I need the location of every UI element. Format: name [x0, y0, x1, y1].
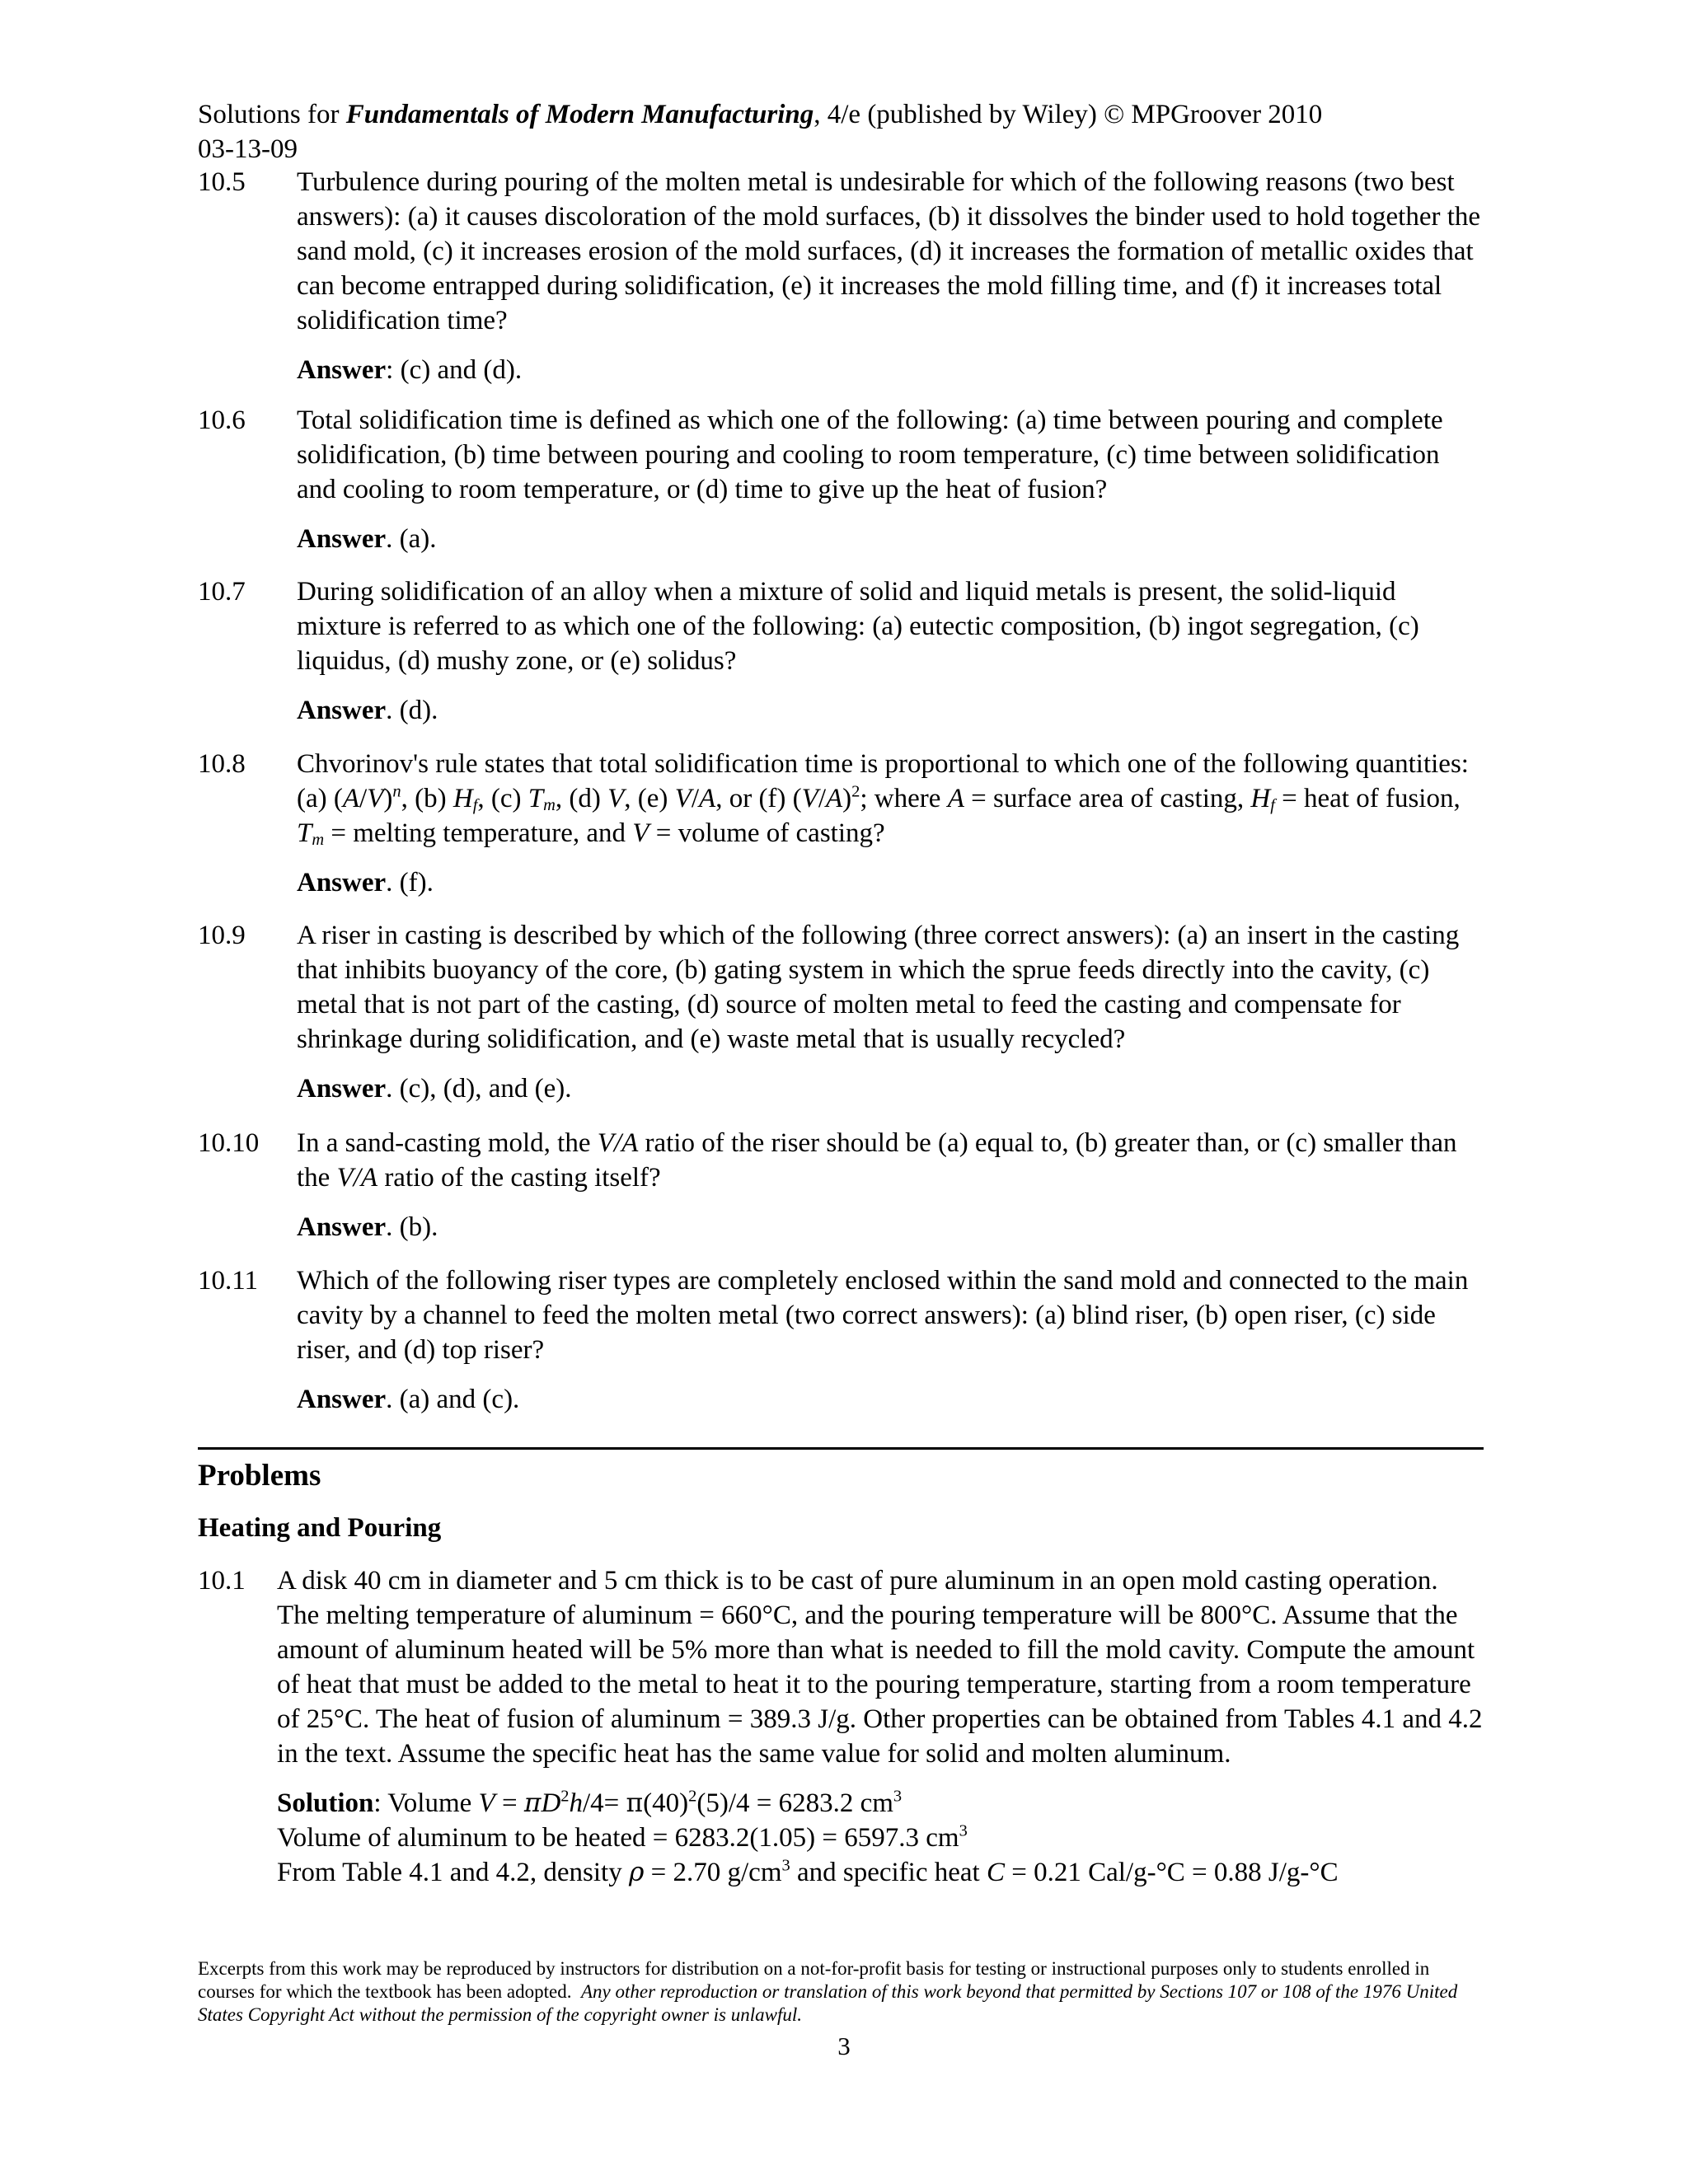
- answer-label: Answer: [297, 868, 387, 898]
- answer-label: Answer: [297, 355, 387, 385]
- question-10-9: [198, 918, 1484, 1106]
- solution-label: Solution: [277, 1788, 374, 1818]
- question-text: A riser in casting is described by which of the following (three correct answers): (a) an insert in the casting that inhibits buoyancy of the core, (b) gating system in which the sprue feeds directly into the cavity, (c) metal that is not part of the casting, (d) source of molten metal to feed the casting and compensate for shrinkage during solidification, and (e) waste metal that is usually recycled?: [297, 921, 1460, 1054]
- footer-text: Excerpts from this work may be reproduced by instructors for distribution on a not-for-profit basis for testing or instructional purposes only to students enrolled in courses for which the textbook has been adopted.: [198, 1958, 1430, 2002]
- answer-label: Answer: [297, 1074, 387, 1104]
- solution: [277, 1786, 1484, 1890]
- problem-text: A disk 40 cm in diameter and 5 cm thick is to be cast of pure aluminum in an open mold casting operation. The melting temperature of aluminum = 660°C, and the pouring temperature will be 800°C. Assume that the amount of aluminum heated will be 5% more than what is needed to fill the mold cavity. Compute the amount of heat that must be added to the metal to heat it to the pouring temperature, starting from a room temperature of 25°C. The heat of fusion of aluminum = 389.3 J/g. Other properties can be obtained from Tables 4.1 and 4.2 in the text. Assume the specific heat has the same value for solid and molten aluminum.: [277, 1566, 1483, 1769]
- copyright-footer: [198, 1957, 1484, 2027]
- answer-label: Answer: [297, 1385, 387, 1414]
- answer: [297, 693, 1484, 728]
- question-10-8: [198, 747, 1484, 900]
- answer-text: : (c) and (d).: [386, 355, 523, 385]
- answer-text: . (a) and (c).: [386, 1385, 520, 1414]
- question-number: 10.6: [198, 405, 246, 435]
- answer-label: Answer: [297, 696, 387, 725]
- answer-text: . (c), (d), and (e).: [386, 1074, 572, 1104]
- header-suffix: , 4/e (published by Wiley) © MPGroover 2010: [814, 100, 1323, 129]
- question-number: 10.8: [198, 749, 246, 779]
- footer-italic-text: Any other reproduction or translation of this work beyond that permitted by Sections 107 or 108 of the 1976 United States Copyright Act without the permission of the copyright owner is unlawful.: [198, 1981, 1458, 2025]
- question-text: Total solidification time is defined as which one of the following: (a) time between pouring and complete solidification, (b) time between pouring and cooling to room temperature, (c) time between solidification and cooling to room temperature, or (d) time to give up the heat of fusion?: [297, 405, 1443, 504]
- answer: [297, 865, 1484, 900]
- problem-10-1: [198, 1563, 1484, 1890]
- question-10-10: [198, 1126, 1484, 1244]
- problem-number: 10.1: [198, 1566, 246, 1596]
- question-number: 10.9: [198, 921, 246, 950]
- section-heading: Heating and Pouring: [198, 1513, 442, 1543]
- question-number: 10.7: [198, 577, 246, 607]
- header-date: 03-13-09: [198, 134, 298, 164]
- answer-text: . (f).: [386, 868, 434, 898]
- question-text: During solidification of an alloy when a mixture of solid and liquid metals is present, the solid-liquid mixture is referred to as which one of the following: (a) eutectic composition, (b) ingot segregation, (c) liquidus, (d) mushy zone, or (e) solidus?: [297, 577, 1419, 676]
- solution-line-2: Volume of aluminum to be heated = 6283.2(1.05) = 6597.3 $cm^3$: [277, 1821, 968, 1853]
- question-10-11: [198, 1263, 1484, 1417]
- answer-label: Answer: [297, 524, 387, 554]
- question-10-6: [198, 403, 1484, 556]
- answer-text: . (a).: [386, 524, 437, 554]
- question-number: 10.10: [198, 1128, 260, 1158]
- header-prefix: Solutions for: [198, 100, 346, 129]
- section-divider: [198, 1447, 1484, 1450]
- answer-text: . (b).: [386, 1212, 438, 1242]
- solution-line-1: Solution: Volume $V = \pi D^2h/4= \pi(40)^2(5)/4 = 6283.2$ $cm^3$: [277, 1787, 903, 1818]
- question-10-7: [198, 574, 1484, 728]
- answer-text: . (d).: [386, 696, 438, 725]
- answer: [297, 1071, 1484, 1106]
- question-10-5: [198, 165, 1484, 387]
- header-line: [198, 97, 1322, 132]
- answer: [297, 522, 1484, 556]
- book-title: Fundamentals of Modern Manufacturing: [345, 100, 814, 129]
- answer-label: Answer: [297, 1212, 387, 1242]
- answer: [297, 1382, 1484, 1417]
- question-text: Chvorinov's rule states that total solidification time is proportional to which one of the following quantities: (a) $(A/V)^n$, (b) $H_f$, (c) $T_m$, (d) V, (e) V/A, or (f) $(V/A)^2$; where A = surface area of casting, $H_f$ = heat of fusion, $T_m$ = melting temperature, and V = volume of casting?: [297, 749, 1469, 850]
- question-number: 10.5: [198, 167, 246, 197]
- answer: [297, 353, 1484, 387]
- question-text: Turbulence during pouring of the molten metal is undesirable for which of the following reasons (two best answers): (a) it causes discoloration of the mold surfaces, (b) it dissolves the binder used to hold together the sand mold, (c) it increases erosion of the mold surfaces, (d) it increases the formation of metallic oxides that can become entrapped during solidification, (e) it increases the mold filling time, and (f) it increases total solidification time?: [297, 167, 1481, 335]
- question-text: Which of the following riser types are completely enclosed within the sand mold and connected to the main cavity by a channel to feed the molten metal (two correct answers): (a) blind riser, (b) open riser, (c) side riser, and (d) top riser?: [297, 1266, 1469, 1365]
- answer: [297, 1210, 1484, 1244]
- question-number: 10.11: [198, 1266, 259, 1296]
- solution-line-3: From Table 4.1 and 4.2, density ρ = 2.70 $g/cm^3$ and specific heat C = 0.21 Cal/g-°C = 0.88 J/g-°C: [277, 1856, 1339, 1887]
- page-number: 3: [837, 2032, 851, 2060]
- question-text: In a sand-casting mold, the V/A ratio of the riser should be (a) equal to, (b) greater than, or (c) smaller than the V/A ratio of the casting itself?: [297, 1128, 1457, 1193]
- problems-heading: Problems: [198, 1459, 321, 1493]
